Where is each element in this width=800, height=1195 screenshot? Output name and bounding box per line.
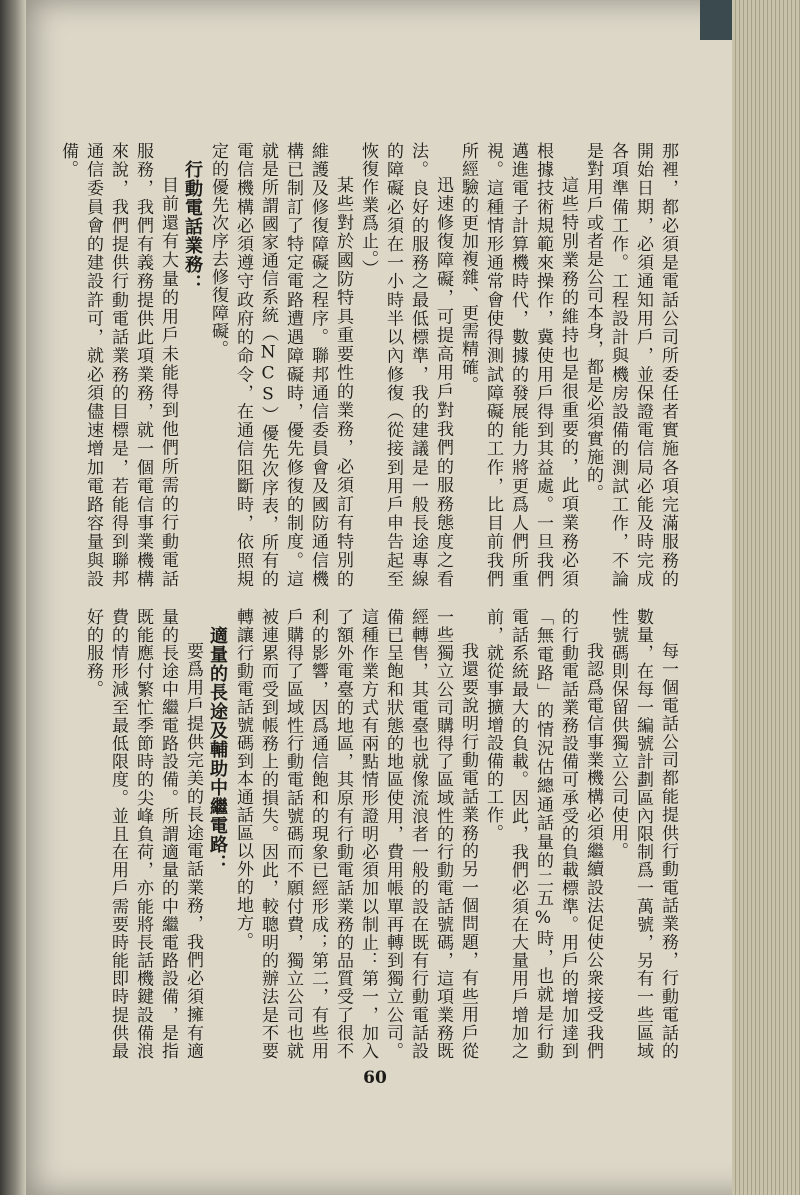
section-heading: 適量的長途及輔助中繼電路：	[207, 626, 228, 873]
paragraph: 目前還有大量的用戶未能得到他們所需的行動電話服務，我們有義務提供此項業務，就一個電信事業機構來說，我們提供行動電話業務的目標是，若能得到聯邦通信委員會的建設許可，就必須儘速增加電路容量與設備。	[58, 142, 178, 588]
paragraph: 我認爲電信事業機構必須繼續設法促使公衆接受我們的行動電話業務設備可承受的負載標準。用戶的增加達到「無電路」的情況估總通話量的二五%時，也就是行動電話系統最大的負載。因此，我們必須在大量用戶增加之前，就從事擴增設備的工作。	[483, 608, 603, 1060]
text-column-bottom	[80, 608, 680, 1060]
page-number: 60	[363, 1068, 387, 1088]
book-page-edges	[732, 0, 800, 1195]
paragraph: 每一個電話公司都能提供行動電話業務，行動電話的數量，在每一編號計劃區內限制爲一萬號，另有一些區域性號碼則保留供獨立公司使用。	[608, 608, 678, 1060]
paragraph: 迅速修復障礙，可提高用戶對我們的服務態度之看法。良好的服務之最低標準，我的建議是一般長途專線的障礙必須在一小時半以內修復（從接到用戶申告起至恢復作業爲止。）	[358, 142, 453, 588]
paragraph: 我還要說明行動電話業務的另一個問題，有些用戶從一些獨立公司購得了區域性的行動電話號碼，這項業務既經轉售，其電臺也就像流浪者一般的設在既有行動電話設備已呈飽和狀態的地區使用，費用帳單再轉到獨立公司。這種作業方式有兩點情形證明必須加以制止：第一，加入了額外電臺的地區，其原有行動電話業務的品質受了很不利的影響，因爲通信飽和的現象已經形成；第二，有些用戶購得了區域性行動電話號碼而不願付費，獨立公司也就被連累而受到帳務上的損失。因此，較聰明的辦法是不要轉讓行動電話號碼到本通話區以外的地方。	[233, 608, 478, 1060]
paragraph: 那裡，都必須是電話公司所委任者實施各項完滿服務的開始日期，必須通知用戶，並保證電信局必能及時完成各項準備工作。工程設計與機房設備的測試工作，不論是對用戶或者是公司本身，都是必須實施的。	[583, 142, 678, 588]
paragraph: 這些特別業務的維持也是很重要的，此項業務必須根據技術規範來操作，冀使用戶得到其益處。一旦我們邁進電子計算機時代，數據的發展能力將更爲人們所重視。這種情形通常會使得測試障礙的工作，比目前我們所經驗的更加複雜、更需精確。	[458, 142, 578, 588]
paragraph: 要爲用戶提供完美的長途電話業務，我們必須擁有適量的長途中繼電路設備。所謂適量的中繼電路設備，是指既能應付繁忙季節時的尖峰負荷，亦能將長話機鍵設備浪費的情形減至最低限度。並且在用戶需要時能即時提供最好的服務。	[83, 608, 203, 1060]
paragraph: 某些對於國防特具重要性的業務，必須訂有特別的維護及修復障礙之程序。聯邦通信委員會及國防通信機構已制訂了特定電路遭遇障礙時，優先修復的制度。這就是所謂國家通信系統（NCS）優先次序表，所有的電信機構必須遵守政府的命令，在通信阻斷時，依照規定的優先次序去修復障礙。	[208, 142, 353, 588]
section-heading: 行動電話業務：	[182, 160, 203, 293]
text-column-top	[58, 142, 680, 588]
book-gutter	[0, 0, 26, 1195]
